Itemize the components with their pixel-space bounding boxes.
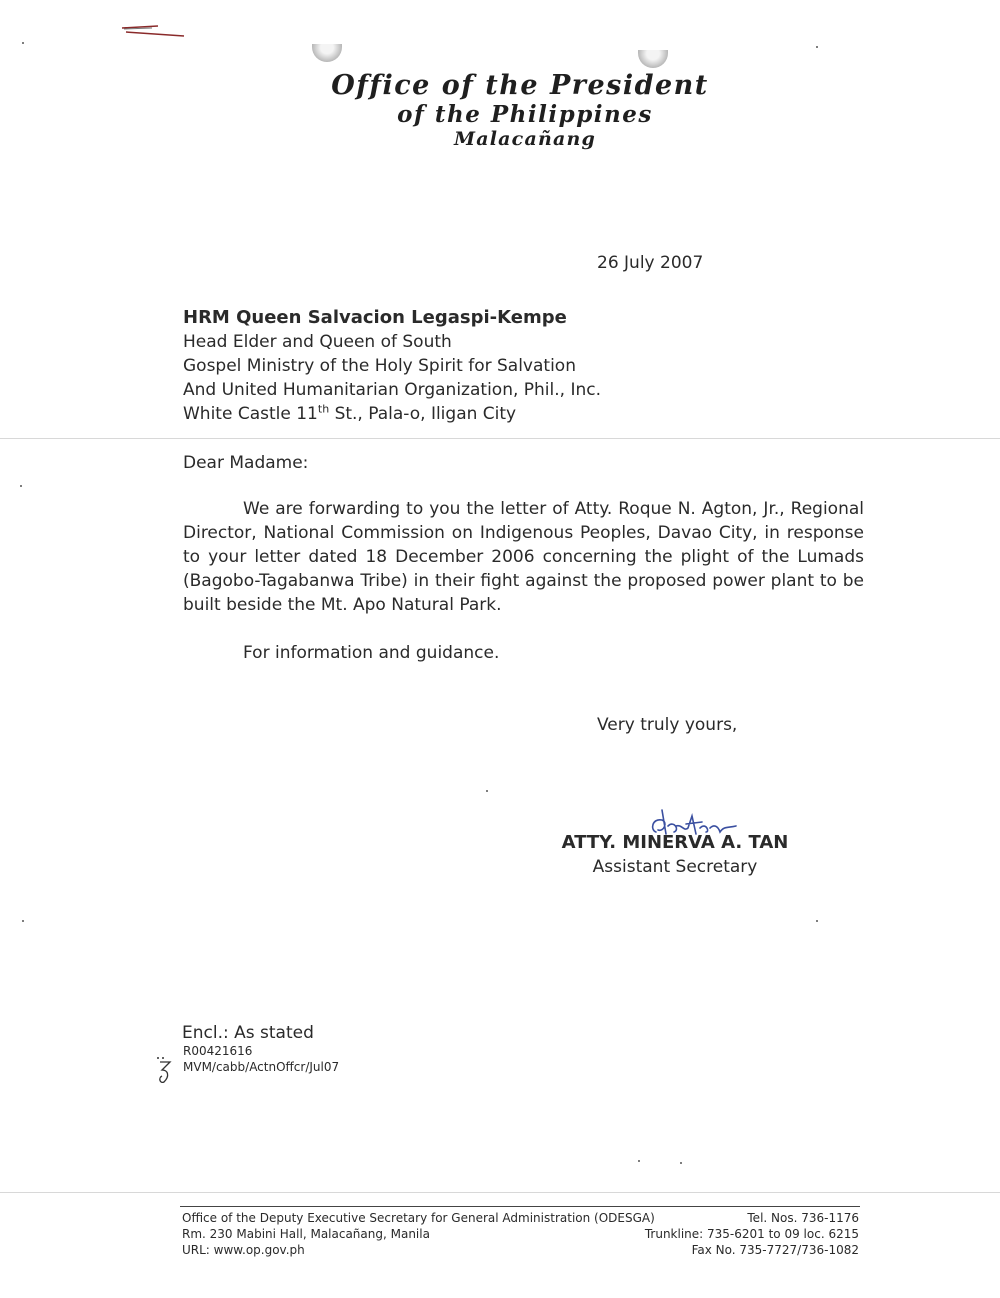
speck [20, 485, 22, 487]
scan-mark [118, 22, 188, 38]
footer-url: URL: www.op.gov.ph [182, 1243, 305, 1257]
footer-contacts [645, 1210, 859, 1258]
footer-tel: Tel. Nos. 736-1176 [747, 1211, 859, 1225]
speck [486, 790, 488, 792]
handwritten-initial [154, 1056, 176, 1086]
recipient-line: And United Humanitarian Organization, Phil., Inc. [183, 380, 601, 400]
letterhead-place: Malacañang [454, 128, 596, 150]
address-ordinal: th [317, 402, 330, 416]
footer-trunkline: Trunkline: 735-6201 to 09 loc. 6215 [644, 1227, 859, 1241]
speck [22, 42, 24, 44]
recipient-line: Gospel Ministry of the Holy Spirit for Salvation [183, 356, 576, 376]
salutation: Dear Madame: [183, 453, 309, 473]
reference-initials: MVM/cabb/ActnOffcr/Jul07 [183, 1060, 340, 1074]
footer-room: Rm. 230 Mabini Hall, Malacañang, Manila [182, 1227, 430, 1241]
closing-line: For information and guidance. [243, 643, 500, 663]
footer-divider [180, 1206, 860, 1207]
enclosure-note: Encl.: As stated [182, 1023, 314, 1043]
scan-line [0, 1192, 1000, 1193]
signer-name: ATTY. MINERVA A. TAN [561, 832, 789, 853]
speck [816, 46, 818, 48]
speck [22, 920, 24, 922]
footer-address [182, 1210, 655, 1258]
footer-fax: Fax No. 735-7727/736-1082 [691, 1243, 859, 1257]
reference-code: R00421616 [183, 1044, 253, 1058]
speck [816, 920, 818, 922]
signer-block [555, 831, 795, 879]
address-street-post: St., Pala-o, Iligan City [329, 404, 517, 424]
letter-date: 26 July 2007 [597, 253, 704, 273]
recipient-name: HRM Queen Salvacion Legaspi-Kempe [183, 307, 567, 328]
letterhead-country: of the Philippines [397, 101, 653, 128]
recipient-line: Head Elder and Queen of South [183, 332, 452, 352]
speck [638, 1160, 640, 1162]
recipient-line [183, 402, 601, 426]
letterhead [300, 70, 740, 150]
recipient-address [183, 306, 601, 426]
letterhead-office: Office of the President [331, 70, 709, 101]
punch-hole-right [638, 50, 668, 68]
punch-hole-left [312, 44, 342, 62]
scan-line [0, 438, 1000, 439]
signer-title: Assistant Secretary [592, 857, 758, 877]
speck [680, 1162, 682, 1164]
body-paragraph: We are forwarding to you the letter of Atty. Roque N. Agton, Jr., Regional Director, National Commission on Indigenous Peoples, Davao City, in response to your letter dated 18 December 2006 concerning the plight of the Lumads (Bagobo-Tagabanwa Tribe) in their fight against the proposed power plant to be built beside the Mt. Apo Natural Park. [183, 499, 864, 615]
footer-office: Office of the Deputy Executive Secretary for General Administration (ODESGA) [182, 1211, 655, 1225]
valediction: Very truly yours, [597, 715, 738, 735]
address-street-pre: White Castle 11 [183, 404, 318, 424]
